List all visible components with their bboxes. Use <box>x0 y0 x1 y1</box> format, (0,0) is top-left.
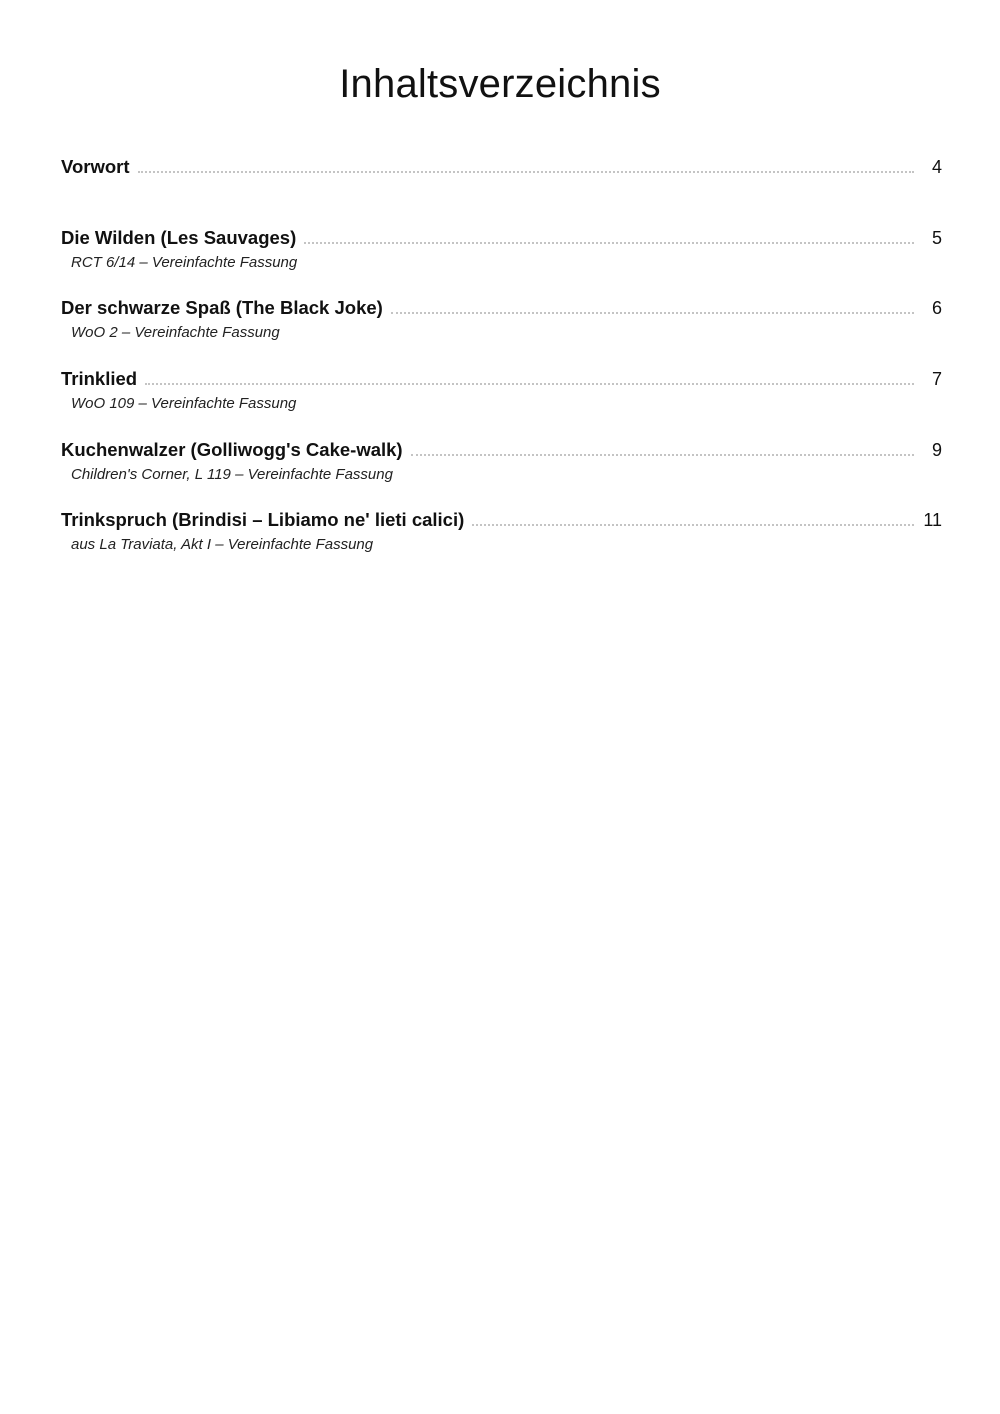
dotted-leader <box>411 454 914 456</box>
toc-page-number[interactable]: 5 <box>931 227 942 248</box>
toc-entry-subtitle: Children's Corner, L 119 – Vereinfachte Fassung <box>71 465 393 483</box>
dotted-leader <box>145 383 914 385</box>
toc-entry-subtitle: RCT 6/14 – Vereinfachte Fassung <box>71 253 298 271</box>
toc-entry-line <box>61 223 942 249</box>
toc-entry-title[interactable]: Trinklied <box>61 368 138 390</box>
toc-entry-kuchenwalzer[interactable] <box>61 435 942 506</box>
toc-page-number[interactable]: 11 <box>923 510 942 531</box>
page-title: Inhaltsverzeichnis <box>339 62 661 106</box>
toc-entry-line <box>61 505 942 531</box>
toc-entry-die-wilden[interactable] <box>61 223 942 294</box>
dotted-leader <box>391 312 914 314</box>
toc-page-number[interactable]: 7 <box>931 369 942 390</box>
toc-page-number[interactable]: 4 <box>931 157 942 177</box>
toc-entry-line <box>61 293 942 319</box>
toc-entry-title[interactable]: Vorwort <box>61 156 130 177</box>
dotted-leader <box>472 524 914 526</box>
toc-entry-trinkspruch[interactable] <box>61 505 942 576</box>
toc-entry-line <box>61 435 942 461</box>
toc-page-number[interactable]: 6 <box>931 298 942 319</box>
toc-entry-trinklied[interactable] <box>61 364 942 435</box>
table-of-contents <box>61 152 942 576</box>
toc-entry-der-schwarze-spass[interactable] <box>61 293 942 364</box>
toc-entry-line <box>61 152 942 178</box>
toc-entry-vorwort[interactable] <box>61 152 942 223</box>
toc-entry-line <box>61 364 942 390</box>
toc-entry-subtitle: WoO 109 – Vereinfachte Fassung <box>71 395 297 413</box>
toc-entry-title[interactable]: Die Wilden (Les Sauvages) <box>61 226 297 248</box>
dotted-leader <box>138 171 914 173</box>
toc-entry-title[interactable]: Trinkspruch (Brindisi – Libiamo ne' lieti calici) <box>61 509 465 531</box>
toc-entry-title[interactable]: Kuchenwalzer (Golliwogg's Cake-walk) <box>61 438 403 460</box>
toc-page-number[interactable]: 9 <box>931 439 942 460</box>
dotted-leader <box>304 242 914 244</box>
toc-entry-subtitle: aus La Traviata, Akt I – Vereinfachte Fassung <box>71 536 374 554</box>
toc-entry-title[interactable]: Der schwarze Spaß (The Black Joke) <box>61 297 383 319</box>
toc-entry-subtitle: WoO 2 – Vereinfachte Fassung <box>71 324 280 342</box>
